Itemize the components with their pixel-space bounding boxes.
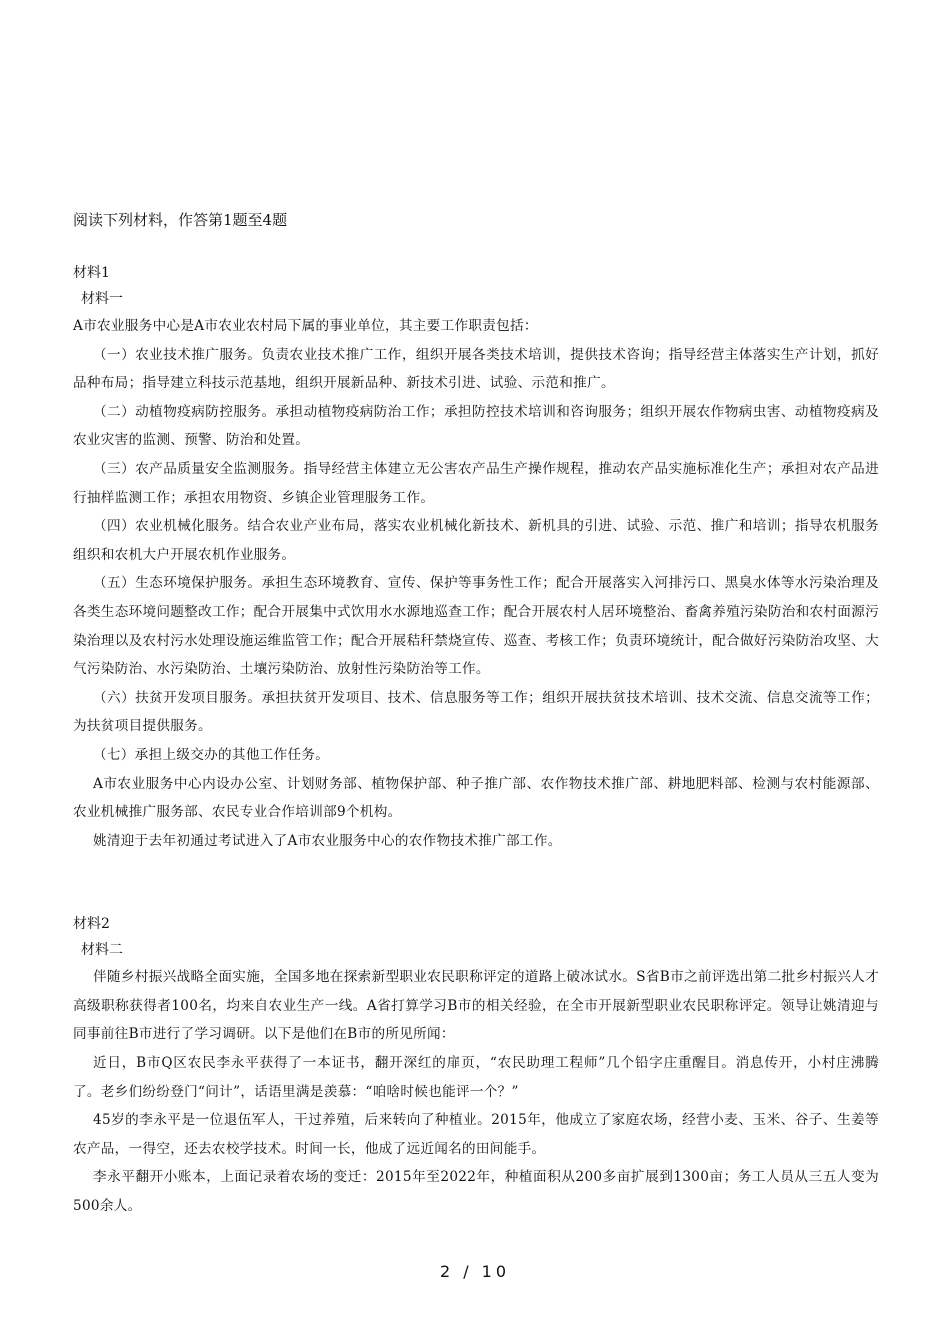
section-spacer	[73, 855, 879, 911]
page-number: 2 / 10	[439, 1262, 511, 1281]
material-2-label: 材料2	[73, 916, 110, 933]
material-2	[73, 911, 879, 1220]
material-1-sublabel: 材料一	[81, 291, 123, 307]
duty-item: （四）农业机械化服务。结合农业产业布局，落实农业机械化新技术、新机具的引进、试验、示范、推广和培训；指导农机服务组织和农机大户开展农机作业服务。	[73, 518, 879, 563]
duty-item: （五）生态环境保护服务。承担生态环境教育、宣传、保护等事务性工作；配合开展落实入河排污口、黑臭水体等水污染治理及各类生态环境问题整改工作；配合开展集中式饮用水水源地巡查工作；配合开展农村人居环境整治、畜禽养殖污染防治和农村面源污染治理以及农村污水处理设施运维监管工作；配合开展秸秆禁烧宣传、巡查、考核工作；负责环境统计，配合做好污染防治攻坚、大气污染防治、水污染防治、土壤污染防治、放射性污染防治等工作。	[73, 575, 879, 678]
material-2-sublabel: 材料二	[81, 942, 123, 959]
duty-item: （六）扶贫开发项目服务。承担扶贫开发项目、技术、信息服务等工作；组织开展扶贫技术培训、技术交流、信息交流等工作；为扶贫项目提供服务。	[73, 689, 879, 735]
document-body	[73, 206, 879, 1221]
org-structure-paragraph: A市农业服务中心内设办公室、计划财务部、植物保护部、种子推广部、农作物技术推广部、耕地肥料部、检测与农村能源部、农业机械推广服务部、农民专业合作培训部9个机构。	[73, 775, 879, 821]
material-2-paragraph: 45岁的李永平是一位退伍军人，干过养殖，后来转向了种植业。2015年，他成立了家庭农场，经营小麦、玉米、谷子、生姜等农产品，一得空，还去农校学技术。时间一长，他成了远近闻名的田间能手。	[73, 1112, 879, 1157]
yao-qingying-paragraph: 姚清迎于去年初通过考试进入了A市农业服务中心的农作物技术推广部工作。	[93, 832, 562, 849]
material-1-lead: A市农业服务中心是A市农业农村局下属的事业单位，其主要工作职责包括：	[73, 318, 538, 334]
duty-item: （一）农业技术推广服务。负责农业技术推广工作，组织开展各类技术培训，提供技术咨询；指导经营主体落实生产计划，抓好品种布局；指导建立科技示范基地，组织开展新品种、新技术引进、试验、示范和推广。	[73, 346, 879, 392]
duty-item: （三）农产品质量安全监测服务。指导经营主体建立无公害农产品生产操作规程，推动农产品实施标准化生产；承担对农产品进行抽样监测工作；承担农用物资、乡镇企业管理服务工作。	[73, 460, 879, 506]
material-1	[73, 260, 879, 855]
duty-item: （二）动植物疫病防控服务。承担动植物疫病防治工作；承担防控技术培训和咨询服务；组织开展农作物病虫害、动植物疫病及农业灾害的监测、预警、防治和处置。	[73, 403, 879, 449]
material-2-paragraph: 近日，B市Q区农民李永平获得了一本证书，翻开深红的扉页，“农民助理工程师”几个铅字庄重醒目。消息传开，小村庄沸腾了。老乡们纷纷登门“问计”，话语里满是羡慕：“咱啥时候也能评一个？”	[73, 1055, 879, 1100]
material-1-label: 材料1	[73, 265, 110, 281]
material-2-paragraph: 李永平翻开小账本，上面记录着农场的变迁：2015年至2022年，种植面积从200多亩扩展到1300亩；务工人员从三五人变为500余人。	[73, 1169, 879, 1215]
material-2-paragraph: 伴随乡村振兴战略全面实施，全国多地在探索新型职业农民职称评定的道路上破冰试水。S省B市之前评选出第二批乡村振兴人才高级职称获得者100名，均来自农业生产一线。A省打算学习B市的相关经验，在全市开展新型职业农民职称评定。领导让姚清迎与同事前往B市进行了学习调研。以下是他们在B市的所见所闻：	[73, 969, 879, 1043]
duty-item: （七）承担上级交办的其他工作任务。	[93, 746, 330, 763]
intro-instruction: 阅读下列材料，作答第1题至4题	[73, 211, 288, 229]
